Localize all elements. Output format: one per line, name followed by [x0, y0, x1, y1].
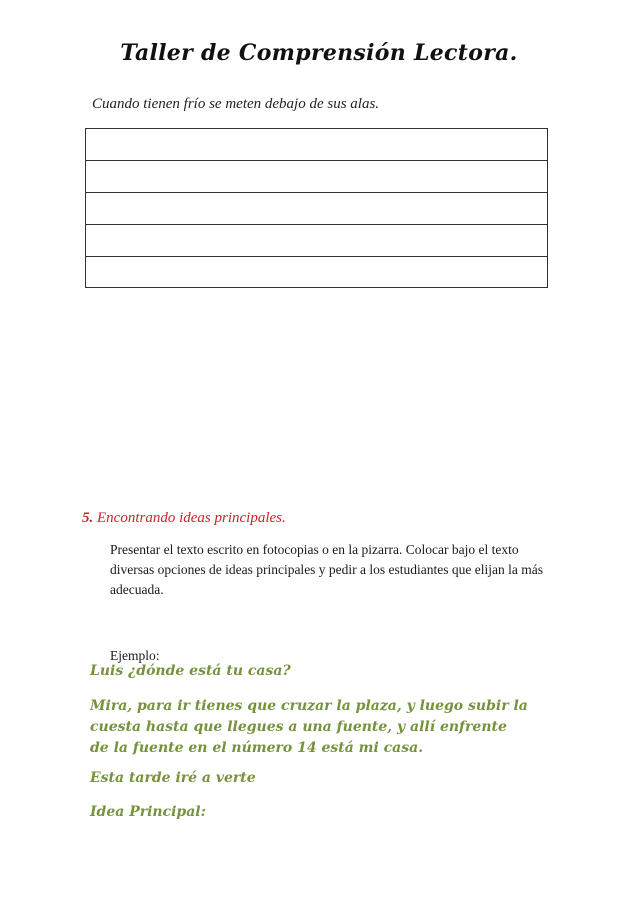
example-label: Ejemplo:: [110, 648, 160, 663]
answer-line: [86, 225, 547, 257]
intro-sentence: Cuando tienen frío se meten debajo de sus alas.: [92, 96, 380, 112]
answer-line: [86, 193, 547, 225]
section-heading: [82, 510, 286, 527]
section-instructions: Presentar el texto escrito en fotocopias o en la pizarra. Colocar bajo el texto diversas opciones de ideas principales y pedir a los estudiantes que elijan la más adecuada.: [110, 542, 543, 597]
example-line-1: Luis ¿dónde está tu casa?: [90, 663, 291, 679]
section-number: 5.: [82, 510, 94, 526]
answer-line: [86, 257, 547, 289]
example-line-4: Idea Principal:: [90, 804, 206, 820]
section-title: Encontrando ideas principales.: [97, 510, 286, 526]
example-line-3: Esta tarde iré a verte: [90, 770, 256, 786]
page-title: Taller de Comprensión Lectora.: [120, 40, 518, 66]
answer-lines-box: [85, 128, 548, 288]
answer-line: [86, 129, 547, 161]
example-line-2: Mira, para ir tienes que cruzar la plaza, y luego subir la cuesta hasta que llegues a una fuente, y allí enfrente de la fuente en el número 14 está mi casa.: [90, 698, 528, 756]
answer-line: [86, 161, 547, 193]
